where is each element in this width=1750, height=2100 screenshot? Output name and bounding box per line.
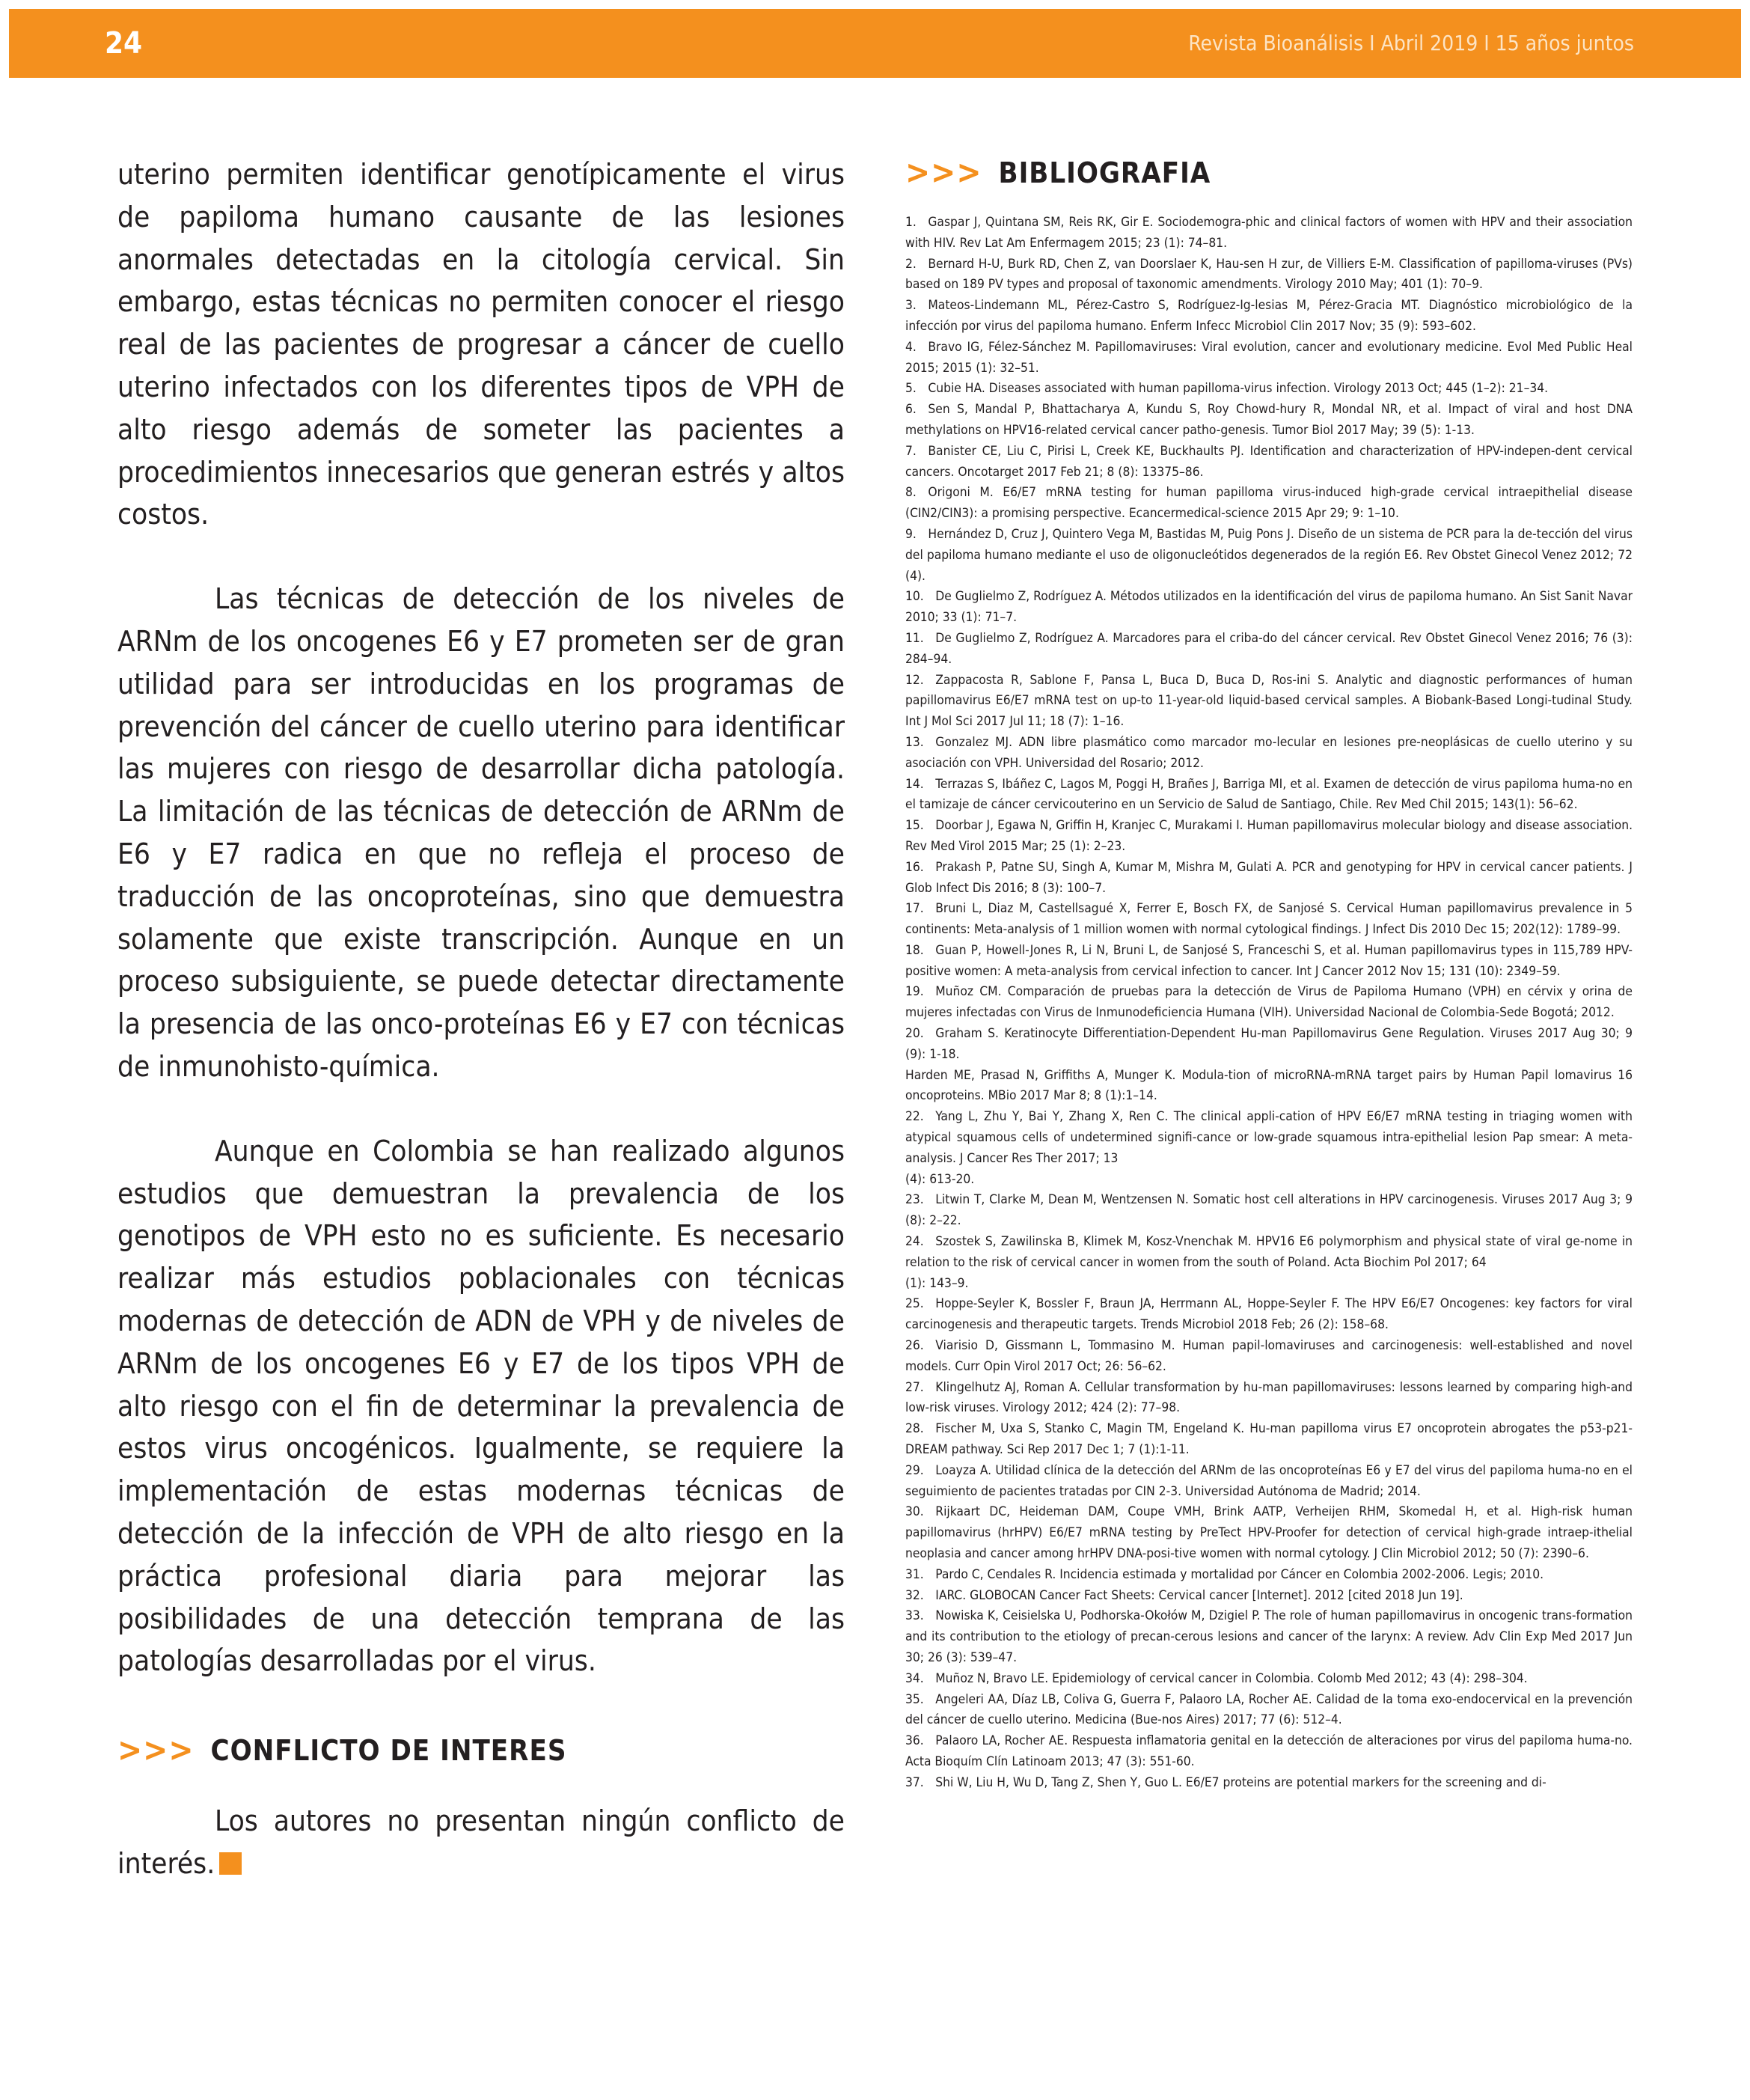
reference-item: 2. Bernard H-U, Burk RD, Chen Z, van Doorslaer K, Hau-sen H zur, de Villiers E-M. Classification of papilloma-viruses (PVs) based on 189 PV types and proposal of taxonomic amendments. Virology 2010 May; 401 (1): 70–9. <box>905 256 1633 293</box>
reference-item: 35. Angeleri AA, Díaz LB, Coliva G, Guerra F, Palaoro LA, Rocher AE. Calidad de la toma exo-endocervical en la prevención del cáncer de cuello uterino. Medicina (Bue-nos Aires) 2017; 77 (6): 512–4. <box>905 1691 1633 1728</box>
reference-item: 18. Guan P, Howell-Jones R, Li N, Bruni L, de Sanjosé S, Franceschi S, et al. Human papillomavirus types in 115,789 HPV-positive women: A meta-analysis from cervical infection to cancer. Int J Cancer 2012 Nov 15; 131 (10): 2349–59. <box>905 942 1633 979</box>
reference-item: 37. Shi W, Liu H, Wu D, Tang Z, Shen Y, Guo L. E6/E7 proteins are potential markers for the screening and di- <box>905 1774 1546 1790</box>
reference-item: 24. Szostek S, Zawilinska B, Klimek M, Kosz-Vnenchak M. HPV16 E6 polymorphism and physical state of viral ge-nome in relation to the risk of cervical cancer in women from the south of Poland. Acta Biochim Pol 2017; 64 <box>905 1234 1633 1270</box>
reference-item: 26. Viarisio D, Gissmann L, Tommasino M. Human papil-lomaviruses and carcinogenesis: well-established and novel models. Curr Opin Virol 2017 Oct; 26: 56–62. <box>905 1338 1633 1374</box>
page-header <box>9 9 1741 78</box>
reference-item: 9. Hernández D, Cruz J, Quintero Vega M, Bastidas M, Puig Pons J. Diseño de un sistema de PCR para la de-tección del virus del papiloma humano mediante el uso de oligonucleótidos degenerados de la región E6. Rev Obstet Ginecol Venez 2012; 72 (4). <box>905 526 1633 584</box>
reference-item: 19. Muñoz CM. Comparación de pruebas para la detección de Virus de Papiloma Humano (VPH) en cérvix y orina de mujeres infectadas con Virus de Inmunodeficiencia Humana (VIH). Universidad Nacional de Colombia-Sede Bogotá; 2012. <box>905 984 1633 1021</box>
reference-item: 17. Bruni L, Diaz M, Castellsagué X, Ferrer E, Bosch FX, de Sanjosé S. Cervical Human papillomavirus prevalence in 5 continents: Meta-analysis of 1 million women with normal cytological findings. J Infect Dis 2010 Dec 15; 202(12): 1789–99. <box>905 901 1633 938</box>
bibliography-heading-text: BIBLIOGRAFIA <box>998 156 1211 189</box>
bibliography-column <box>905 153 1633 1794</box>
reference-item: 22. Yang L, Zhu Y, Bai Y, Zhang X, Ren C. The clinical appli-cation of HPV E6/E7 mRNA testing in triaging women with atypical squamous cells of undetermined signifi-cance or low-grade squamous intra-epithelial lesion Pap smear: A meta-analysis. J Cancer Res Ther 2017; 13 <box>905 1109 1633 1166</box>
reference-item: 33. Nowiska K, Ceisielska U, Podhorska-Okołów M, Dzigiel P. The role of human papillomavirus in oncogenic trans-formation and its contribution to the etiology of precan-cerous lesions and cancer of the larynx: A review. Adv Clin Exp Med 2017 Jun 30; 26 (3): 539–47. <box>905 1608 1633 1665</box>
page-number: 24 <box>105 26 143 61</box>
section-arrows-icon: >>> <box>117 1731 195 1770</box>
reference-item: 27. Klingelhutz AJ, Roman A. Cellular transformation by hu-man papillomaviruses: lessons learned by comparing high-and low-risk viruses. Virology 2012; 424 (2): 77–98. <box>905 1379 1633 1416</box>
reference-item: 16. Prakash P, Patne SU, Singh A, Kumar M, Mishra M, Gulati A. PCR and genotyping for HPV in cervical cancer patients. J Glob Infect Dis 2016; 8 (3): 100–7. <box>905 859 1633 896</box>
reference-item: 10. De Guglielmo Z, Rodríguez A. Métodos utilizados en la identificación del virus de papiloma humano. An Sist Sanit Navar 2010; 33 (1): 71–7. <box>905 589 1633 626</box>
reference-item: (4): 613-20. <box>905 1171 975 1187</box>
reference-item: 1. Gaspar J, Quintana SM, Reis RK, Gir E. Sociodemogra-phic and clinical factors of women with HPV and their association with HIV. Rev Lat Am Enfermagem 2015; 23 (1): 74–81. <box>905 215 1633 251</box>
reference-item: 13. Gonzalez MJ. ADN libre plasmático como marcador mo-lecular en lesiones pre-neoplásicas de cuello uterino y su asociación con VPH. Universidad del Rosario; 2012. <box>905 734 1633 771</box>
reference-item: 36. Palaoro LA, Rocher AE. Respuesta inflamatoria genital en la detección de alteraciones por virus del papiloma huma-no. Acta Bioquím Clín Latinoam 2013; 47 (3): 551-60. <box>905 1733 1633 1769</box>
reference-list <box>905 213 1633 1794</box>
conflict-text: Los autores no presentan ningún conflicto de interés. <box>117 1804 845 1881</box>
reference-item: 6. Sen S, Mandal P, Bhattacharya A, Kundu S, Roy Chowd-hury R, Mondal NR, et al. Impact of viral and host DNA methylations on HPV16-related cervical cancer patho-genesis. Tumor Biol 2017 May; 39 (5): 1-13. <box>905 402 1633 438</box>
end-square-icon <box>219 1852 242 1875</box>
reference-item: 31. Pardo C, Cendales R. Incidencia estimada y mortalidad por Cáncer en Colombia 2002-2006. Legis; 2010. <box>905 1566 1544 1582</box>
reference-item: Harden ME, Prasad N, Griffiths A, Munger K. Modula-tion of microRNA-mRNA target pairs by Human Papil lomavirus 16 oncoproteins. MBio 2017 Mar 8; 8 (1):1–14. <box>905 1067 1633 1104</box>
reference-item: 28. Fischer M, Uxa S, Stanko C, Magin TM, Engeland K. Hu-man papilloma virus E7 oncoprotein abrogates the p53-p21-DREAM pathway. Sci Rep 2017 Dec 1; 7 (1):1-11. <box>905 1421 1633 1458</box>
reference-item: 30. Rijkaart DC, Heideman DAM, Coupe VMH, Brink AATP, Verheijen RHM, Skomedal H, et al. High-risk human papillomavirus (hrHPV) E6/E7 mRNA testing by PreTect HPV-Proofer for detection of cervical high-grade intraep-ithelial neoplasia and cancer among hrHPV DNA-posi-tive women with normal cytology. J Clin Microbiol 2012; 50 (7): 2390–6. <box>905 1504 1633 1561</box>
reference-item: 11. De Guglielmo Z, Rodríguez A. Marcadores para el criba-do del cáncer cervical. Rev Obstet Ginecol Venez 2016; 76 (3): 284–94. <box>905 630 1633 667</box>
reference-item: 4. Bravo IG, Félez-Sánchez M. Papillomaviruses: Viral evolution, cancer and evolutionary medicine. Evol Med Public Heal 2015; 2015 (1): 32–51. <box>905 339 1633 376</box>
body-paragraph-2: Las técnicas de detección de los niveles de ARNm de los oncogenes E6 y E7 prometen ser de gran utilidad para ser introducidas en los programas de prevención del cáncer de cuello uterino para identificar las mujeres con riesgo de desarrollar dicha patología. La limitación de las técnicas de detección de ARNm de E6 y E7 radica en que no refleja el proceso de traducción de las oncoproteínas, sino que demuestra solamente que existe transcripción. Aunque en un proceso subsiguiente, se puede detectar directamente la presencia de las onco-proteínas E6 y E7 con técnicas de inmunohisto-química. <box>117 582 845 1084</box>
reference-item: 32. IARC. GLOBOCAN Cancer Fact Sheets: Cervical cancer [Internet]. 2012 [cited 2018 Jun 19]. <box>905 1587 1463 1603</box>
reference-item: 7. Banister CE, Liu C, Pirisi L, Creek KE, Buckhaults PJ. Identification and characterization of HPV-indepen-dent cervical cancers. Oncotarget 2017 Feb 21; 8 (8): 13375–86. <box>905 443 1633 480</box>
body-paragraph-3: Aunque en Colombia se han realizado algunos estudios que demuestran la prevalencia de los genotipos de VPH esto no es suficiente. Es necesario realizar más estudios poblacionales con técnicas modernas de detección de ADN de VPH y de niveles de ARNm de los oncogenes E6 y E7 de los tipos VPH de alto riesgo con el fin de determinar la prevalencia de estos virus oncogénicos. Igualmente, se requiere la implementación de estas modernas técnicas de detección de la infección de VPH de alto riesgo en la práctica profesional diaria para mejorar las posibilidades de una detección temprana de las patologías desarrolladas por el virus. <box>117 1134 845 1679</box>
conflict-paragraph <box>117 1801 845 1886</box>
reference-item: 15. Doorbar J, Egawa N, Griffin H, Kranjec C, Murakami I. Human papillomavirus molecular biology and disease association. Rev Med Virol 2015 Mar; 25 (1): 2–23. <box>905 818 1633 854</box>
reference-item: 23. Litwin T, Clarke M, Dean M, Wentzensen N. Somatic host cell alterations in HPV carcinogenesis. Viruses 2017 Aug 3; 9 (8): 2–22. <box>905 1192 1633 1229</box>
reference-item: (1): 143–9. <box>905 1275 969 1291</box>
reference-item: 20. Graham S. Keratinocyte Differentiation-Dependent Hu-man Papillomavirus Gene Regulation. Viruses 2017 Aug 30; 9 (9): 1-18. <box>905 1026 1633 1062</box>
reference-item: 34. Muñoz N, Bravo LE. Epidemiology of cervical cancer in Colombia. Colomb Med 2012; 43 (4): 298–304. <box>905 1670 1528 1686</box>
reference-item: 5. Cubie HA. Diseases associated with human papilloma-virus infection. Virology 2013 Oct; 445 (1–2): 21–34. <box>905 381 1549 397</box>
section-arrows-icon: >>> <box>905 153 982 192</box>
conflict-heading <box>117 1731 845 1769</box>
reference-item: 12. Zappacosta R, Sablone F, Pansa L, Buca D, Buca D, Ros-ini S. Analytic and diagnostic performances of human papillomavirus E6/E7 mRNA test on up-to 11-year-old liquid-based cervical samples. A Biobank-Based Longi-tudinal Study. Int J Mol Sci 2017 Jul 11; 18 (7): 1–16. <box>905 672 1633 730</box>
running-head: Revista Bioanálisis I Abril 2019 I 15 años juntos <box>1188 31 1634 55</box>
reference-item: 8. Origoni M. E6/E7 mRNA testing for human papilloma virus-induced high-grade cervical intraepithelial disease (CIN2/CIN3): a promising perspective. Ecancermedical-science 2015 Apr 29; 9: 1–10. <box>905 485 1633 522</box>
reference-item: 29. Loayza A. Utilidad clínica de la detección del ARNm de las oncoproteínas E6 y E7 del virus del papiloma huma-no en el seguimiento de pacientes tratadas por CIN 2-3. Universidad Autónoma de Madrid; 2014. <box>905 1462 1633 1499</box>
reference-item: 14. Terrazas S, Ibáñez C, Lagos M, Poggi H, Brañes J, Barriga MI, et al. Examen de detección de virus papiloma huma-no en el tamizaje de cáncer cervicouterino en un Servicio de Salud de Santiago, Chile. Rev Med Chil 2015; 143(1): 56–62. <box>905 776 1633 813</box>
body-column <box>117 154 845 1886</box>
reference-item: 25. Hoppe-Seyler K, Bossler F, Braun JA, Herrmann AL, Hoppe-Seyler F. The HPV E6/E7 Oncogenes: key factors for viral carcinogenesis and therapeutic targets. Trends Microbiol 2018 Feb; 26 (2): 158–68. <box>905 1296 1633 1333</box>
bibliography-heading <box>905 153 1633 192</box>
body-paragraph-1: uterino permiten identificar genotípicamente el virus de papiloma humano causante de las lesiones anormales detectadas en la citología cervical. Sin embargo, estas técnicas no permiten conocer el riesgo real de las pacientes de progresar a cáncer de cuello uterino infectados con los diferentes tipos de VPH de alto riesgo además de someter las pacientes a procedimientos innecesarios que generan estrés y altos costos. <box>117 158 845 532</box>
reference-item: 3. Mateos-Lindemann ML, Pérez-Castro S, Rodríguez-Ig-lesias M, Pérez-Gracia MT. Diagnóstico microbiológico de la infección por virus del papiloma humano. Enferm Infecc Microbiol Clin 2017 Nov; 35 (9): 593–602. <box>905 298 1633 334</box>
conflict-heading-text: CONFLICTO DE INTERES <box>210 1733 567 1767</box>
